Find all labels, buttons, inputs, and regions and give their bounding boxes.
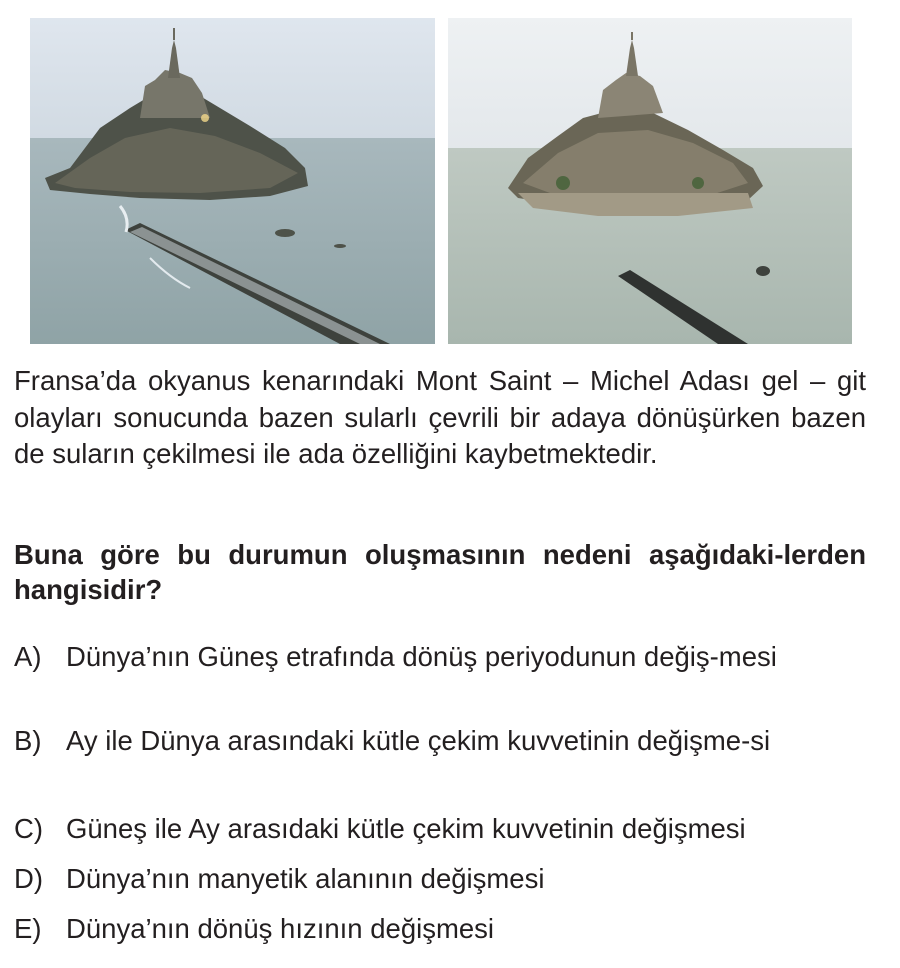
option-e[interactable] [14, 912, 874, 952]
option-text: Güneş ile Ay arasıdaki kütle çekim kuvvetinin değişmesi [66, 813, 746, 844]
question-text: Buna göre bu durumun oluşmasının nedeni aşağıdaki-lerden hangisidir? [14, 539, 866, 605]
option-letter: B) [14, 725, 42, 756]
option-letter: D) [14, 863, 44, 894]
option-b[interactable] [14, 724, 874, 812]
option-letter: C) [14, 813, 44, 844]
option-letter: E) [14, 913, 42, 944]
option-text: Dünya’nın manyetik alanının değişmesi [66, 863, 545, 894]
mont-saint-michel-high-tide-photo [30, 18, 435, 344]
mont-saint-michel-island-photo [448, 18, 852, 344]
option-letter: A) [14, 641, 42, 672]
answer-options [14, 640, 874, 952]
option-c[interactable] [14, 812, 874, 862]
photo-pair [30, 18, 852, 344]
option-text: Dünya’nın Güneş etrafında dönüş periyodunun değiş-mesi [66, 641, 777, 672]
option-d[interactable] [14, 862, 874, 912]
option-text: Ay ile Dünya arasındaki kütle çekim kuvvetinin değişme-si [66, 725, 771, 756]
option-a[interactable] [14, 640, 874, 724]
option-text: Dünya’nın dönüş hızının değişmesi [66, 913, 495, 944]
passage-text: Fransa’da okyanus kenarındaki Mont Saint – Michel Adası gel – git olayları sonucunda bazen sularlı çevrili bir adaya dönüşürken bazen de suların çekilmesi ile ada özelliğini kaybetmektedir. [14, 365, 866, 469]
